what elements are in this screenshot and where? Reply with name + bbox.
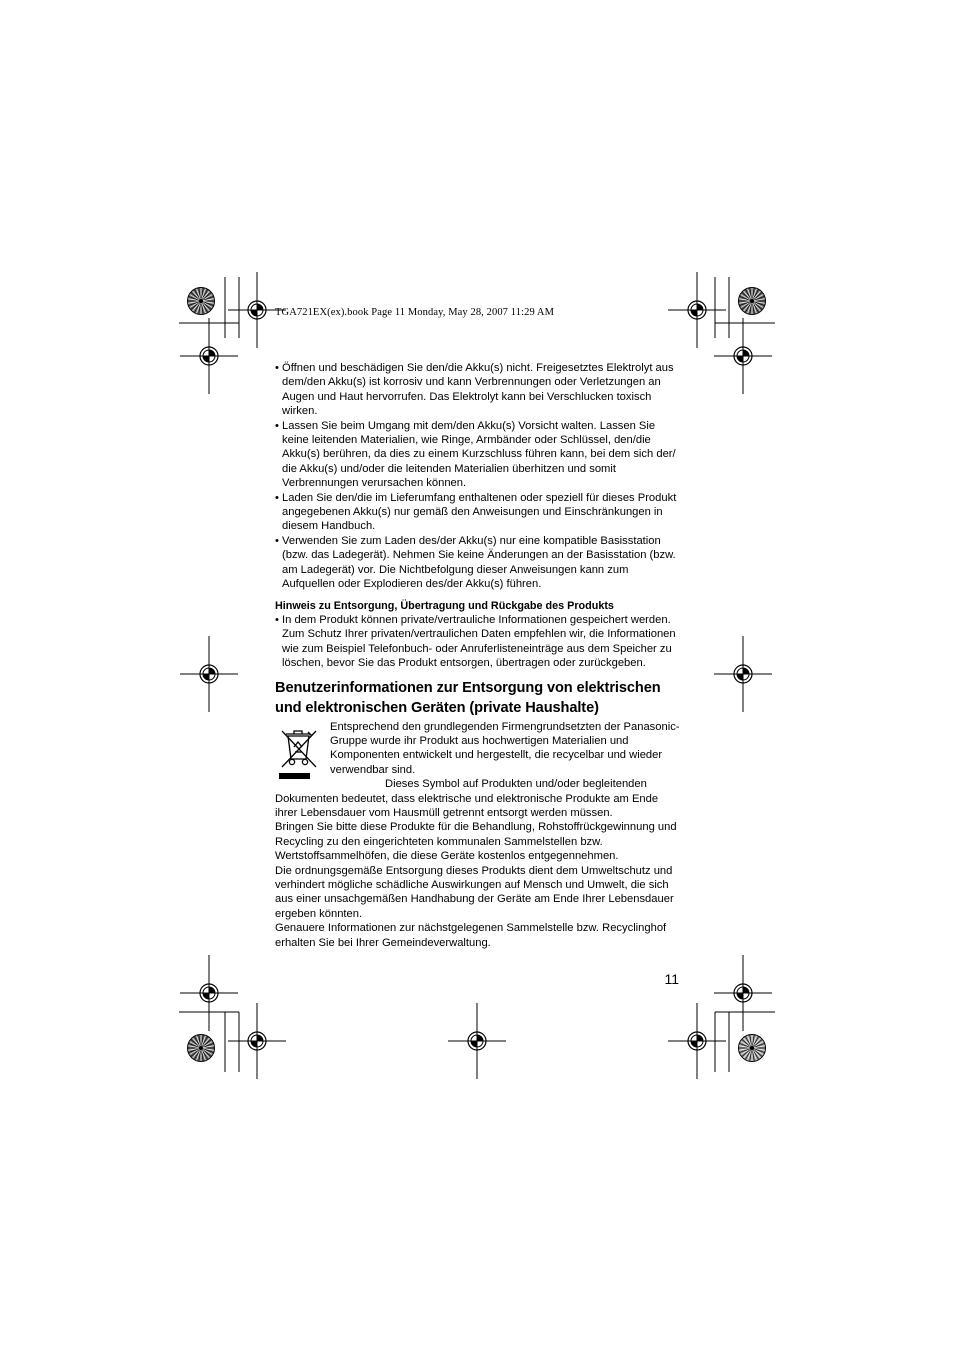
disposal-note-title: Hinweis zu Entsorgung, Übertragung und Rückgabe des Produkts <box>275 599 614 612</box>
list-item: • Lassen Sie beim Umgang mit dem/den Akku(s) Vorsicht walten. Lassen Sie keine leitenden Materialien, wie Ringe, Armbänder oder Schlüssel, den/die Akku(s) berühren, da dies zu einem Kurzschluss führen kann, bei dem sich der/ die Akku(s) und/oder die leitenden Materialien überhitzen und somit Verbrennungen verursachen können. <box>275 419 683 491</box>
page-content <box>275 361 683 950</box>
crossed-out-wheelie-bin-icon <box>275 722 325 784</box>
weee-paragraph: Entsprechend den grundlegenden Firmengrundsetzten der Panasonic-Gruppe wurde ihr Produkt aus hochwertigen Materialien und Komponenten entwickelt und hergestellt, die recycelbar und wieder verwendbar sind. <box>330 720 680 776</box>
list-item: • Öffnen und beschädigen Sie den/die Akku(s) nicht. Freigesetztes Elektrolyt aus dem/den Akku(s) ist korrosiv und kann Verbrennungen oder Verletzungen an Augen und Haut hervorrufen. Das Elektrolyt kann bei Verschlucken toxisch wirken. <box>275 361 683 419</box>
registration-target-icon <box>714 955 772 1031</box>
registration-starburst-icon <box>188 1035 215 1062</box>
registration-starburst-icon <box>739 288 766 315</box>
registration-target-icon <box>714 318 772 394</box>
list-item: • In dem Produkt können private/vertrauliche Informationen gespeichert werden. Zum Schutz Ihrer privaten/vertraulichen Daten empfehlen wir, die Informationen wie zum Beispiel Telefonbuch- oder Anruferlisteneinträge aus dem Speicher zu löschen, bevor Sie das Produkt entsorgen, übertragen oder zurückgeben. <box>275 613 683 671</box>
weee-section <box>275 720 683 951</box>
weee-paragraph: Dieses Symbol auf Produkten und/oder begleitenden Dokumenten bedeutet, dass elektrische und elektronische Produkte am Ende ihrer Lebensdauer vom Hausmüll getrennt entsorgt werden müssen. <box>275 778 659 819</box>
registration-target-icon <box>668 272 726 348</box>
registration-target-icon <box>180 955 238 1031</box>
weee-heading: Benutzerinformationen zur Entsorgung von elektrischen und elektronischen Geräten (private Haushalte) <box>275 679 661 716</box>
registration-target-icon <box>180 636 238 712</box>
registration-target-icon <box>668 1003 726 1079</box>
list-item: • Laden Sie den/die im Lieferumfang enthaltenen oder speziell für dieses Produkt angegebenen Akku(s) nur gemäß den Anweisungen und Einschränkungen in diesem Handbuch. <box>275 491 683 534</box>
registration-starburst-icon <box>188 288 215 315</box>
weee-paragraph: Bringen Sie bitte diese Produkte für die Behandlung, Rohstoffrückgewinnung und Recycling zu den eingerichteten kommunalen Sammelstellen bzw. Wertstoffsammelhöfen, die diese Geräte kostenlos entgegennehmen. <box>275 821 677 863</box>
page-number: 11 <box>664 971 679 987</box>
list-item: • Verwenden Sie zum Laden des/der Akku(s) nur eine kompatible Basisstation (bzw. das Ladegerät). Nehmen Sie keine Änderungen an der Basisstation (bzw. am Ladegerät) vor. Die Nichtbefolgung dieser Anweisungen kann zum Aufquellen oder Explodieren des/der Akku(s) führen. <box>275 534 683 592</box>
disposal-note-list <box>275 613 683 671</box>
registration-starburst-icon <box>739 1035 766 1062</box>
weee-paragraph: Die ordnungsgemäße Entsorgung dieses Produkts dient dem Umweltschutz und verhindert mögliche schädliche Auswirkungen auf Mensch und Umwelt, die sich aus einer unsachgemäßen Handhabung der Geräte am Ende Ihrer Lebensdauer ergeben könnten. <box>275 864 674 920</box>
battery-safety-list <box>275 361 683 592</box>
registration-target-icon <box>180 318 238 394</box>
book-file-header: TGA721EX(ex).book Page 11 Monday, May 28, 2007 11:29 AM <box>275 307 555 318</box>
registration-target-icon <box>228 1003 286 1079</box>
weee-paragraph: Genauere Informationen zur nächstgelegenen Sammelstelle bzw. Recyclinghof erhalten Sie bei Ihrer Gemeindeverwaltung. <box>275 922 667 949</box>
registration-target-icon <box>448 1003 506 1079</box>
registration-target-icon <box>714 636 772 712</box>
